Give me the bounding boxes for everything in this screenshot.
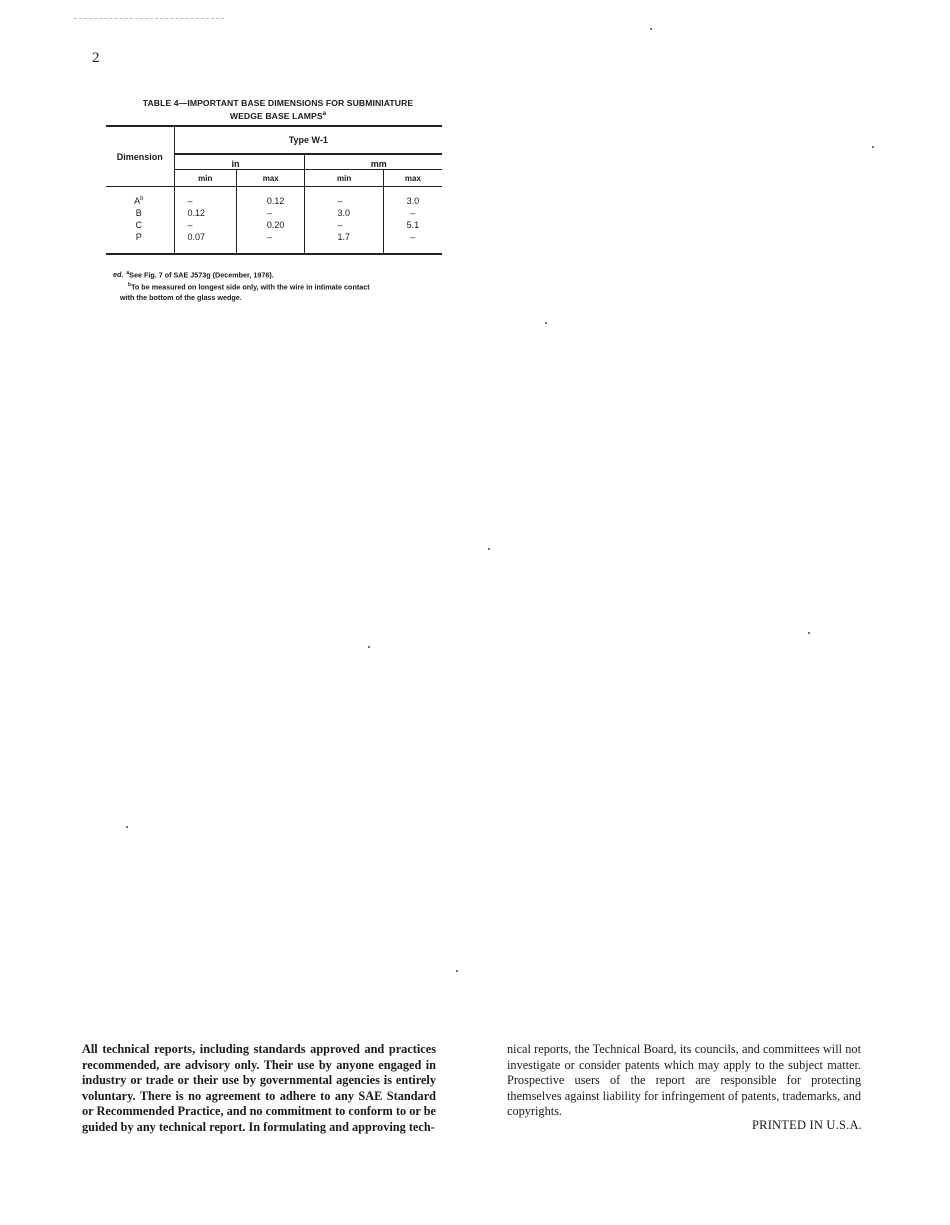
footnote-a <box>110 268 440 280</box>
editorial-mark: ed. <box>113 270 124 280</box>
page-number: 2 <box>92 50 100 66</box>
cell-mm-min: – <box>305 219 383 231</box>
header-dimension: Dimension <box>106 126 174 187</box>
cell-dimension: B <box>106 207 174 219</box>
footnote-a-marker: a <box>126 270 130 276</box>
table-title <box>106 98 450 122</box>
cell-in-max: – <box>236 231 305 254</box>
header-type: Type W-1 <box>174 126 442 154</box>
header-in-min: min <box>174 170 236 187</box>
cell-in-min: – <box>187 196 193 206</box>
header-mm-max: max <box>383 170 442 187</box>
cell-mm-min: 1.7 <box>305 231 383 254</box>
scan-speck <box>545 322 547 324</box>
cell-in-min: – <box>187 220 193 230</box>
table-row <box>106 207 442 219</box>
header-mm-min: min <box>305 170 383 187</box>
cell-in-min: 0.07 <box>174 231 236 254</box>
cell-in-min: 0.12 <box>187 208 206 218</box>
table-row <box>106 231 442 254</box>
header-unit-mm: mm <box>305 154 442 170</box>
table-row <box>106 219 442 231</box>
dimension-footnote-marker: b <box>140 196 144 202</box>
cell-mm-max: 5.1 <box>383 219 442 231</box>
header-unit-in: in <box>174 154 305 170</box>
cell-mm-max: – <box>383 207 442 219</box>
cell-dimension <box>106 187 174 208</box>
table-title-line-2-text: WEDGE BASE LAMPS <box>229 110 323 121</box>
cell-mm-min: – <box>305 187 383 208</box>
table-footnotes <box>110 268 440 303</box>
table-header-row-type <box>106 126 442 154</box>
scan-speck <box>808 632 810 634</box>
header-in-max: max <box>236 170 305 187</box>
cell-mm-max: – <box>383 231 442 254</box>
cell-in-max: 0.20 <box>236 219 305 231</box>
disclaimer-right-column: nical reports, the Technical Board, its councils, and committees will not investigate or consider patents which may apply to the subject matter. Prospective users of the report are responsible for protecting themselves against liability for infringement of patents, trademarks, and copyrights. <box>507 1042 861 1119</box>
scan-speck <box>368 646 370 648</box>
scan-speck <box>872 146 874 148</box>
cell-dimension: C <box>106 219 174 231</box>
table-row <box>106 187 442 208</box>
footnote-b-marker: b <box>128 282 132 289</box>
cell-in-max: 0.12 <box>236 187 305 208</box>
dimension-label: A <box>134 196 141 206</box>
footnote-b <box>110 280 440 292</box>
scan-speck <box>126 826 128 828</box>
footnote-b-text-line-1: To be measured on longest side only, with the wire in intimate contact <box>131 282 370 292</box>
cell-dimension: P <box>106 231 174 254</box>
scan-header-line <box>74 18 224 19</box>
footnote-a-text: See Fig. 7 of SAE J573g (December, 1976). <box>129 270 274 280</box>
table-title-line-1: TABLE 4—IMPORTANT BASE DIMENSIONS FOR SUBMINIATURE <box>142 98 414 108</box>
scan-speck <box>650 28 652 30</box>
scan-speck <box>488 548 490 550</box>
cell-mm-min: 3.0 <box>305 207 383 219</box>
cell-in-max: – <box>236 207 305 219</box>
table-title-footnote-marker: a <box>322 111 327 117</box>
dimensions-table <box>106 125 442 255</box>
table-title-line-2 <box>106 109 450 122</box>
cell-mm-max: 3.0 <box>383 187 442 208</box>
scan-speck <box>456 970 458 972</box>
printed-in-usa: PRINTED IN U.S.A. <box>752 1118 862 1132</box>
footnote-b-text-line-2: with the bottom of the glass wedge. <box>120 292 242 302</box>
disclaimer-left-column: All technical reports, including standards approved and practices recommended, are advisory only. Their use by anyone engaged in industry or trade or their use by governmental agencies is entirely voluntary. There is no agreement to adhere to any SAE Standard or Recommended Practice, and no commitment to conform to or be guided by any technical report. In formulating and approving tech- <box>82 1042 436 1134</box>
